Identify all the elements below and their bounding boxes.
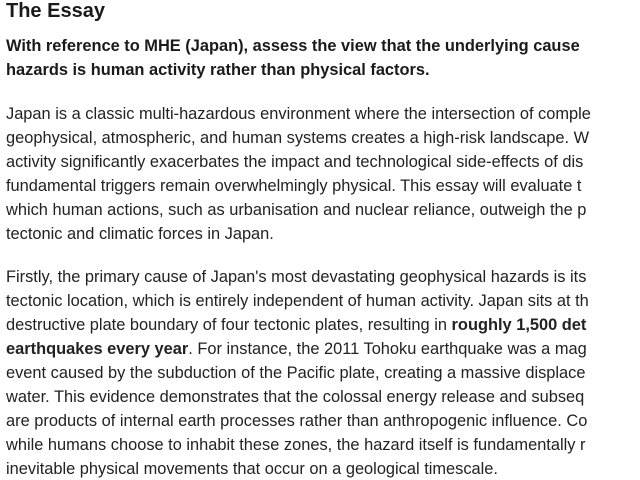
paragraph-1-line-3: activity significantly exacerbates the impact and technological side-effects of dis <box>6 153 584 171</box>
earthquake-frequency-highlight: earthquakes every year <box>6 340 189 358</box>
essay-question-line-1: With reference to MHE (Japan), assess the view that the underlying cause <box>6 37 580 55</box>
paragraph-2-line-1: Firstly, the primary cause of Japan's most devastating geophysical hazards is its <box>6 268 587 286</box>
paragraph-1-line-5: which human actions, such as urbanisation and nuclear reliance, outweigh the p <box>6 201 587 219</box>
paragraph-1-line-4: fundamental triggers remain overwhelmingly physical. This essay will evaluate t <box>6 177 582 195</box>
paragraph-1-line-6: tectonic and climatic forces in Japan. <box>6 225 274 243</box>
paragraph-2-line-8: while humans choose to inhabit these zones, the hazard itself is fundamentally r <box>6 436 586 454</box>
paragraph-2-line-9: inevitable physical movements that occur on a geological timescale. <box>6 460 498 478</box>
essay-heading: The Essay <box>6 0 105 22</box>
paragraph-2-line-6: water. This evidence demonstrates that the colossal energy release and subseq <box>6 388 585 406</box>
paragraph-1-line-2: geophysical, atmospheric, and human systems creates a high-risk landscape. W <box>6 129 590 147</box>
paragraph-2-line-7: are products of internal earth processes rather than anthropogenic influence. Co <box>6 412 588 430</box>
paragraph-1-line-1: Japan is a classic multi-hazardous environment where the intersection of comple <box>6 105 591 123</box>
paragraph-2-line-4-text: . For instance, the 2011 Tohoku earthquake was a mag <box>188 340 587 358</box>
essay-question-line-2: hazards is human activity rather than physical factors. <box>6 61 430 79</box>
earthquake-count-highlight: roughly 1,500 det <box>451 316 587 334</box>
paragraph-2-line-2: tectonic location, which is entirely independent of human activity. Japan sits at th <box>6 292 589 310</box>
paragraph-2-line-3-text: destructive plate boundary of four tectonic plates, resulting in <box>6 316 452 334</box>
paragraph-2-line-5: event caused by the subduction of the Pacific plate, creating a massive displace <box>6 364 586 382</box>
paragraph-2-line-3 <box>6 313 586 337</box>
paragraph-2-line-4 <box>6 337 587 361</box>
